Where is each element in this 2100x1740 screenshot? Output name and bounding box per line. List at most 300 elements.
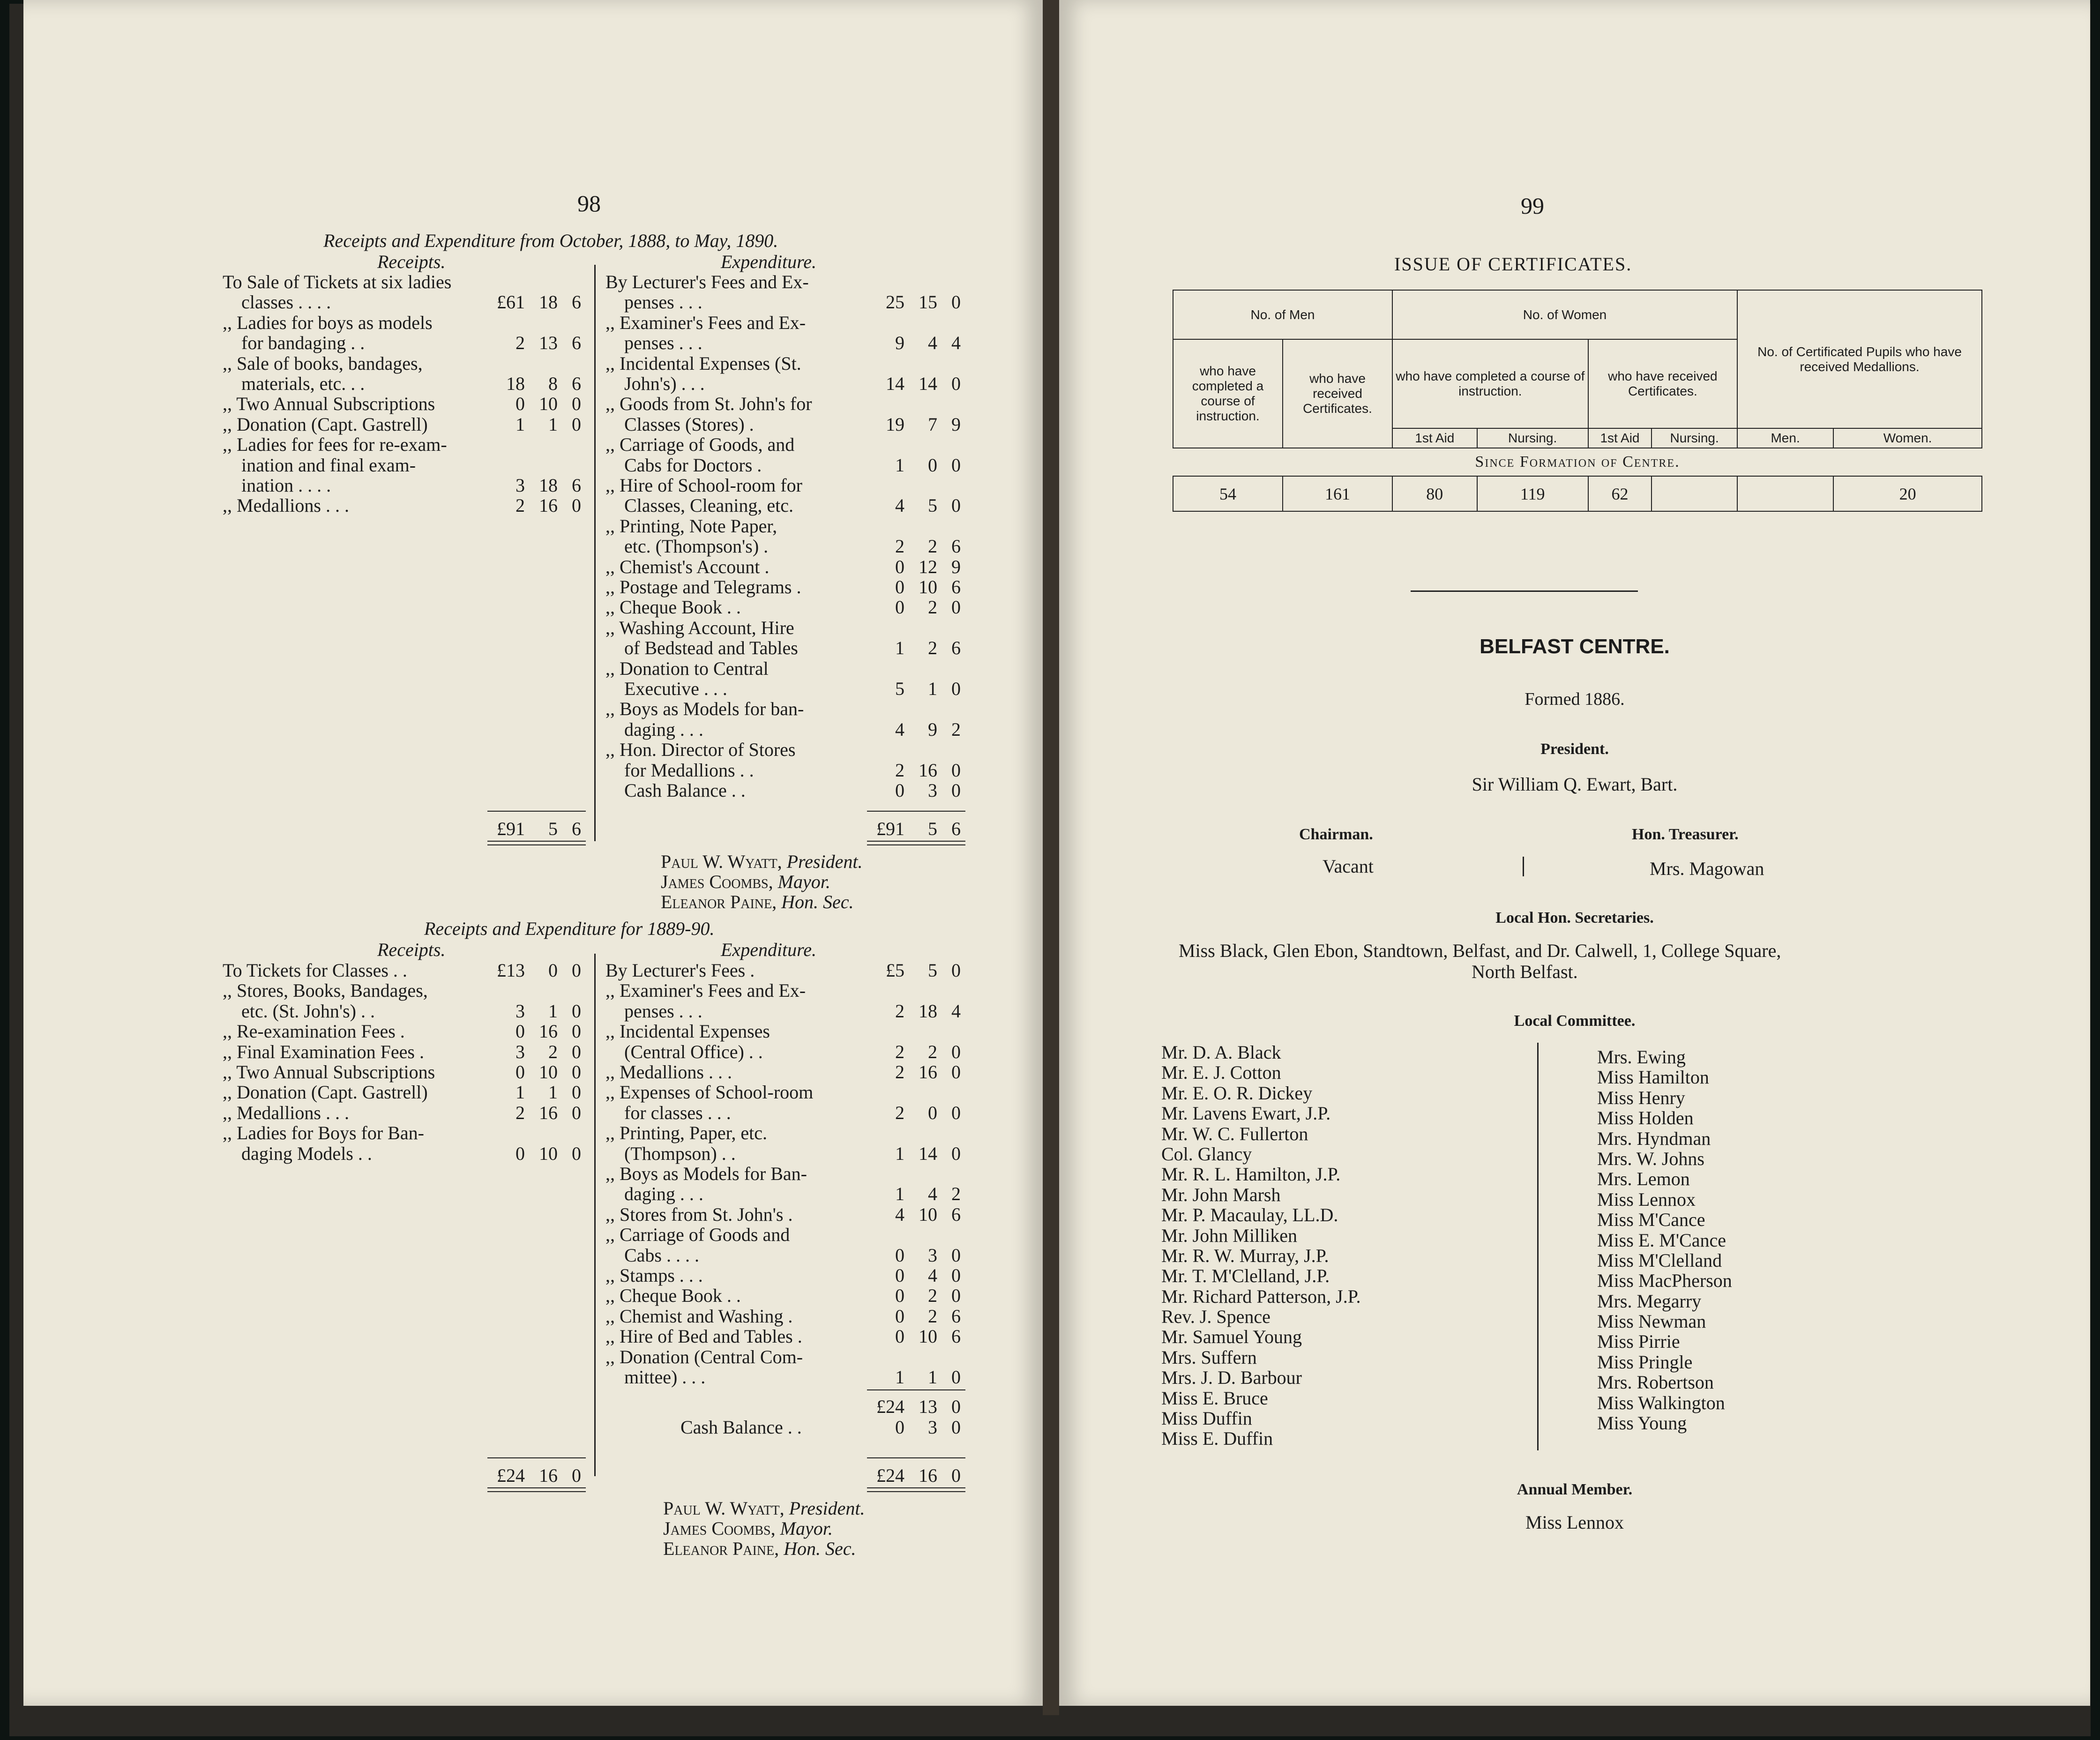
amount-pence: 0 — [572, 495, 581, 516]
ledger-label: ,, Stores from St. John's . — [605, 1203, 793, 1225]
amount-shillings: 1 — [928, 1367, 937, 1388]
ledger-label: ,, Incidental Expenses — [605, 1021, 770, 1042]
ledger-label: Classes, Cleaning, etc. — [624, 495, 794, 516]
ledger-row — [605, 1264, 971, 1284]
committee-member: Mrs. Ewing — [1597, 1046, 1686, 1068]
amount-pounds: 19 — [886, 413, 904, 435]
ledger-row — [605, 433, 971, 454]
amount-pence: 6 — [951, 576, 961, 597]
committee-member: Mr. E. J. Cotton — [1161, 1062, 1281, 1083]
ledger-label: ,, Boys as Models for ban- — [605, 698, 804, 720]
amount-shillings: 16 — [539, 1465, 558, 1486]
amount-pence: 0 — [951, 1285, 961, 1307]
amount-pounds: 1 — [895, 637, 904, 659]
committee-left-list — [1161, 1041, 1361, 1448]
committee-member: Miss Pringle — [1597, 1351, 1693, 1373]
amount-shillings: 5 — [928, 495, 937, 516]
ledger-label: By Lecturer's Fees . — [605, 960, 755, 981]
signatory-name: Eleanor Paine, — [663, 1538, 779, 1559]
treasurer-heading: Hon. Treasurer. — [1632, 826, 1739, 843]
expenditure1-list — [605, 271, 971, 805]
ledger-row — [605, 979, 971, 1000]
ledger-row — [223, 979, 586, 1000]
amount-pence: 6 — [951, 1305, 961, 1327]
rule — [487, 1457, 586, 1458]
amount-shillings: 0 — [928, 454, 937, 476]
ledger-row — [605, 556, 971, 576]
ledger-label: ,, Medallions . . . — [223, 1102, 349, 1123]
amount-shillings: 4 — [928, 332, 937, 354]
receipts1-list — [223, 271, 586, 515]
rule — [867, 1389, 965, 1390]
ledger-label: ,, Donation to Central — [605, 657, 769, 679]
value-women-certificates-1st-aid: 62 — [1588, 476, 1652, 511]
committee-member: Mrs. Megarry — [1597, 1290, 1702, 1312]
chairman-name: Vacant — [1323, 856, 1374, 877]
amount-pence: 0 — [951, 1417, 961, 1438]
amount-pounds: 1 — [895, 454, 904, 476]
amount-pounds: 2 — [895, 759, 904, 781]
ledger-label: mittee) . . . — [624, 1367, 706, 1388]
women-certificates-header: who have received Certificates. — [1588, 339, 1737, 428]
committee-right-list — [1597, 1046, 1732, 1432]
women-header: No. of Women — [1392, 290, 1737, 339]
amount-shillings: 7 — [928, 413, 937, 435]
column-rule-1 — [594, 265, 596, 841]
amount-shillings: 10 — [919, 1203, 937, 1225]
ledger-row — [605, 779, 971, 799]
value-women-certificates-nursing — [1652, 476, 1737, 511]
value-medallions-men — [1737, 476, 1833, 511]
formed-year: Formed 1886. — [1525, 689, 1625, 709]
committee-member: Mr. Samuel Young — [1161, 1326, 1302, 1348]
amount-pounds: 2 — [895, 1041, 904, 1062]
amount-shillings: 1 — [548, 413, 558, 435]
amount-shillings: 4 — [928, 1265, 937, 1286]
amount-shillings: 1 — [928, 678, 937, 699]
expenditure2-list — [605, 959, 971, 1390]
ledger-label: Cash Balance . . — [624, 780, 746, 801]
ledger-label: ,, Printing, Paper, etc. — [605, 1122, 767, 1144]
amount-pence: 0 — [572, 1000, 581, 1022]
ledger-row — [605, 1244, 971, 1264]
ledger-row — [605, 352, 971, 373]
ledger-row — [223, 312, 586, 332]
amount-pounds: 1 — [895, 1183, 904, 1205]
amount-shillings: 10 — [539, 1143, 558, 1164]
ledger-row — [605, 515, 971, 535]
committee-member: Mrs. J. D. Barbour — [1161, 1367, 1302, 1389]
amount-shillings: 16 — [919, 759, 937, 781]
amount-pence: 0 — [951, 1143, 961, 1164]
amount-pounds: 0 — [516, 393, 525, 415]
amount-shillings: 12 — [919, 556, 937, 577]
ledger-label: ,, Donation (Central Com- — [605, 1346, 803, 1367]
men-completed-header: who have completed a course of instruction. — [1173, 339, 1283, 448]
amount-shillings: 10 — [539, 393, 558, 415]
committee-member: Rev. J. Spence — [1161, 1306, 1270, 1328]
ledger-row — [223, 332, 586, 352]
amount-pence: 0 — [572, 1021, 581, 1042]
committee-member: Miss Newman — [1597, 1311, 1706, 1332]
amount-pence: 2 — [951, 1183, 961, 1205]
amount-pounds: 0 — [895, 1326, 904, 1347]
ledger-row — [605, 1041, 971, 1061]
ledger-label: ,, Two Annual Subscriptions — [223, 393, 435, 415]
ledger-row — [605, 1224, 971, 1244]
amount-pounds: 3 — [516, 1041, 525, 1062]
ledger-row — [605, 678, 971, 698]
ledger-row — [223, 413, 586, 433]
total-row — [867, 818, 965, 838]
amount-shillings: 1 — [548, 1000, 558, 1022]
ledger-row — [605, 959, 971, 979]
signatory-role: Hon. Sec. — [777, 891, 854, 912]
ledger-label: ,, Goods from St. John's for — [605, 393, 812, 415]
receipts1-total — [487, 818, 586, 838]
ledger-label: ,, Final Examination Fees . — [223, 1041, 424, 1062]
expenditure1-heading: Expenditure. — [721, 251, 817, 272]
signatory-name: Eleanor Paine, — [661, 891, 777, 912]
amount-shillings: 8 — [548, 373, 558, 394]
amount-shillings: 5 — [928, 818, 937, 839]
ledger-row — [223, 1122, 586, 1142]
committee-member: Mr. D. A. Black — [1161, 1042, 1281, 1063]
committee-member: Mrs. Lemon — [1597, 1168, 1690, 1190]
secretaries-heading: Local Hon. Secretaries. — [1495, 909, 1654, 926]
committee-member: Miss M'Clelland — [1597, 1249, 1722, 1271]
signature-line — [663, 1497, 865, 1517]
committee-member: Mr. T. M'Clelland, J.P. — [1161, 1265, 1330, 1287]
sub-1st-aid: 1st Aid — [1588, 428, 1652, 448]
amount-pounds: 0 — [895, 1285, 904, 1307]
ledger-row — [223, 1041, 586, 1061]
secretaries-line2: North Belfast. — [1472, 961, 1578, 982]
committee-member: Miss M'Cance — [1597, 1209, 1705, 1231]
section2-title: Receipts and Expenditure for 1889-90. — [424, 918, 715, 939]
signatory-name: James Coombs, — [663, 1518, 776, 1539]
amount-shillings: 5 — [928, 960, 937, 981]
amount-pence: 0 — [951, 780, 961, 801]
ledger-label: ,, Examiner's Fees and Ex- — [605, 980, 806, 1001]
amount-pence: 4 — [951, 332, 961, 354]
sub-1st-aid: 1st Aid — [1392, 428, 1477, 448]
amount-pence: 6 — [951, 536, 961, 557]
ledger-label: daging Models . . — [241, 1143, 372, 1164]
ledger-row — [605, 1163, 971, 1183]
amount-pence: 0 — [572, 413, 581, 435]
ledger-label: (Thompson) . . — [624, 1143, 736, 1164]
ledger-label: for bandaging . . — [241, 332, 365, 354]
amount-pounds: 3 — [516, 475, 525, 496]
ledger-row — [605, 373, 971, 393]
medallions-header: No. of Certificated Pupils who have received Medallions. — [1737, 290, 1982, 428]
ledger-row — [223, 271, 586, 291]
amount-pounds: 2 — [895, 1102, 904, 1123]
committee-member: Mr. Richard Patterson, J.P. — [1161, 1285, 1361, 1307]
amount-pounds: 2 — [895, 1000, 904, 1022]
double-rule — [867, 841, 965, 845]
page-number-98: 98 — [577, 190, 601, 217]
ledger-row — [605, 617, 971, 637]
ledger-row — [605, 718, 971, 739]
amount-pounds: 0 — [895, 1244, 904, 1266]
committee-member: Mr. John Milliken — [1161, 1225, 1298, 1246]
amount-pounds: £24 — [876, 1396, 904, 1417]
ledger-label: daging . . . — [624, 718, 703, 740]
committee-member: Mr. P. Macaulay, LL.D. — [1161, 1204, 1338, 1226]
amount-shillings: 2 — [928, 597, 937, 618]
amount-shillings: 2 — [548, 1041, 558, 1062]
ledger-label: ,, Carriage of Goods, and — [605, 434, 795, 456]
amount-pence: 6 — [572, 818, 581, 839]
ledger-label: materials, etc. . . — [241, 373, 365, 394]
ledger-row — [223, 1000, 586, 1020]
amount-pence: 0 — [572, 1102, 581, 1123]
amount-pounds: £24 — [497, 1465, 525, 1486]
amount-pounds: £13 — [497, 960, 525, 981]
amount-pounds: 2 — [895, 1061, 904, 1083]
ledger-row — [605, 312, 971, 332]
ledger-label: Classes (Stores) . — [624, 413, 754, 435]
treasurer-name: Mrs. Magowan — [1650, 858, 1764, 879]
committee-member: Miss Pirrie — [1597, 1331, 1680, 1352]
amount-pence: 9 — [951, 413, 961, 435]
ledger-label: for Medallions . . — [624, 759, 754, 781]
signatory-role: Mayor. — [773, 871, 830, 892]
ledger-row — [605, 1102, 971, 1122]
committee-member: Miss Lennox — [1597, 1188, 1696, 1210]
amount-pounds: 1 — [516, 413, 525, 435]
amount-pence: 6 — [951, 818, 961, 839]
amount-pence: 6 — [951, 1326, 961, 1347]
amount-pounds: 0 — [516, 1143, 525, 1164]
ledger-row — [223, 393, 586, 413]
men-certificates-header: who have received Certificates. — [1283, 339, 1392, 448]
ledger-label: ,, Sale of books, bandages, — [223, 352, 423, 374]
amount-pounds: £91 — [876, 818, 904, 839]
ledger-label: ,, Donation (Capt. Gastrell) — [223, 413, 428, 435]
value-medallions-women: 20 — [1833, 476, 1982, 511]
amount-pounds: 5 — [895, 678, 904, 699]
ledger-label: ,, Expenses of School-room — [605, 1082, 814, 1103]
ledger-label: ,, Hon. Director of Stores — [605, 739, 796, 761]
amount-pounds: £5 — [886, 960, 904, 981]
signature-line — [661, 891, 862, 911]
sub-nursing: Nursing. — [1652, 428, 1737, 448]
total-row — [487, 818, 586, 838]
ledger-row — [605, 1203, 971, 1224]
ledger-label: ination and final exam- — [241, 454, 416, 476]
ledger-label: By Lecturer's Fees and Ex- — [605, 271, 809, 292]
committee-member: Mr. E. O. R. Dickey — [1161, 1082, 1313, 1104]
double-rule — [867, 1487, 965, 1492]
committee-member: Mr. R. W. Murray, J.P. — [1161, 1245, 1329, 1266]
ledger-label: ,, Ladies for fees for re-exam- — [223, 434, 447, 456]
amount-pounds: 0 — [895, 1305, 904, 1327]
page-number-99: 99 — [1521, 193, 1544, 219]
ledger-label: of Bedstead and Tables — [624, 637, 798, 659]
signatures-1 — [661, 851, 862, 911]
annual-member-name: Miss Lennox — [1525, 1512, 1624, 1533]
signature-line — [663, 1538, 865, 1558]
signature-line — [661, 871, 862, 891]
ledger-row — [223, 352, 586, 373]
ledger-label: ,, Donation (Capt. Gastrell) — [223, 1082, 428, 1103]
amount-pence: 0 — [951, 373, 961, 394]
signatory-name: James Coombs, — [661, 871, 773, 892]
ledger-row — [223, 1102, 586, 1122]
ledger-label: ,, Hire of Bed and Tables . — [605, 1326, 802, 1347]
ledger-label: ,, Postage and Telegrams . — [605, 576, 801, 597]
amount-pence: 0 — [951, 454, 961, 476]
amount-pounds: 0 — [516, 1021, 525, 1042]
ledger-label: ,, Medallions . . . — [605, 1061, 732, 1083]
ledger-label: ,, Examiner's Fees and Ex- — [605, 312, 806, 333]
ledger-label: etc. (Thompson's) . — [624, 536, 769, 557]
ledger-row — [605, 759, 971, 779]
ledger-label: Cash Balance . . — [680, 1417, 802, 1438]
book-spine — [1043, 0, 1059, 1715]
amount-pounds: 0 — [895, 597, 904, 618]
total-row — [867, 1396, 965, 1416]
ledger-row — [605, 1325, 971, 1345]
ledger-row — [605, 1081, 971, 1101]
ledger-row — [223, 373, 586, 393]
ledger-row — [605, 1305, 971, 1325]
amount-shillings: 16 — [919, 1061, 937, 1083]
section1-title: Receipts and Expenditure from October, 1888, to May, 1890. — [323, 230, 778, 251]
ledger-label: Executive . . . — [624, 678, 727, 699]
ledger-label: ,, Ladies for Boys for Ban- — [223, 1122, 424, 1144]
ledger-row — [605, 535, 971, 555]
amount-pounds: 4 — [895, 1203, 904, 1225]
amount-pounds: 0 — [895, 1265, 904, 1286]
amount-pence: 0 — [951, 1396, 961, 1417]
amount-pounds: 2 — [516, 495, 525, 516]
amount-shillings: 18 — [919, 1000, 937, 1022]
amount-pence: 0 — [572, 1082, 581, 1103]
amount-pounds: 0 — [895, 576, 904, 597]
value-women-completed-nursing: 119 — [1477, 476, 1588, 511]
receipts1-heading: Receipts. — [377, 251, 446, 272]
expenditure2-subtotal — [867, 1396, 965, 1416]
ledger-label: ,, Medallions . . . — [223, 495, 349, 516]
committee-member: Mrs. Hyndman — [1597, 1128, 1711, 1149]
ledger-row — [605, 1183, 971, 1203]
ledger-row — [223, 1081, 586, 1101]
signatures-2 — [663, 1497, 865, 1558]
sub-men: Men. — [1737, 428, 1833, 448]
president-name: Sir William Q. Ewart, Bart. — [1472, 774, 1678, 795]
expenditure2-cash-balance — [605, 1416, 971, 1437]
amount-pounds: 25 — [886, 291, 904, 313]
amount-shillings: 3 — [928, 1244, 937, 1266]
column-rule-2 — [594, 954, 596, 1476]
amount-pounds: 9 — [895, 332, 904, 354]
amount-pence: 9 — [951, 556, 961, 577]
amount-pence: 0 — [951, 1041, 961, 1062]
men-header: No. of Men — [1173, 290, 1392, 339]
ledger-label: ,, Printing, Note Paper, — [605, 515, 777, 537]
amount-shillings: 10 — [919, 1326, 937, 1347]
ledger-label: Cabs . . . . — [624, 1244, 699, 1266]
amount-shillings: 14 — [919, 373, 937, 394]
receipts2-list — [223, 959, 586, 1165]
total-row — [487, 1464, 586, 1485]
amount-shillings: 16 — [919, 1465, 937, 1486]
amount-shillings: 9 — [928, 718, 937, 740]
amount-pence: 6 — [572, 373, 581, 394]
ledger-label: ination . . . . — [241, 475, 331, 496]
amount-pence: 6 — [572, 332, 581, 354]
amount-pounds: 1 — [895, 1143, 904, 1164]
amount-pence: 0 — [572, 1061, 581, 1083]
ledger-row — [605, 1020, 971, 1040]
signatory-role: Hon. Sec. — [779, 1538, 856, 1559]
ledger-label: ,, Cheque Book . . — [605, 597, 741, 618]
sub-nursing: Nursing. — [1477, 428, 1588, 448]
double-rule — [487, 841, 586, 845]
chairman-heading: Chairman. — [1299, 826, 1373, 843]
signatory-name: Paul W. Wyatt, — [661, 851, 782, 872]
ledger-label: Cabs for Doctors . — [624, 454, 762, 476]
president-heading: President. — [1540, 740, 1609, 758]
amount-pounds: 2 — [895, 536, 904, 557]
amount-shillings: 4 — [928, 1183, 937, 1205]
amount-shillings: 2 — [928, 1285, 937, 1307]
ledger-label: To Sale of Tickets at six ladies — [223, 271, 452, 292]
amount-pounds: 18 — [506, 373, 525, 394]
committee-member: Miss MacPherson — [1597, 1270, 1732, 1292]
ledger-row — [223, 959, 586, 979]
signatory-role: President. — [782, 851, 863, 872]
sub-women: Women. — [1833, 428, 1982, 448]
amount-shillings: 2 — [928, 536, 937, 557]
amount-shillings: 16 — [539, 1102, 558, 1123]
certificates-title: ISSUE OF CERTIFICATES. — [1394, 254, 1632, 275]
ledger-row — [223, 291, 586, 311]
committee-member: Miss Henry — [1597, 1087, 1685, 1108]
committee-member: Col. Glancy — [1161, 1143, 1252, 1165]
signature-line — [661, 851, 862, 871]
left-page — [23, 0, 1043, 1706]
committee-member: Mr. John Marsh — [1161, 1184, 1281, 1205]
since-formation-label: Since Formation of Centre. — [1173, 448, 1982, 476]
committee-member: Mr. Lavens Ewart, J.P. — [1161, 1103, 1331, 1124]
ledger-label: ,, Hire of School-room for — [605, 475, 802, 496]
committee-member: Miss E. Duffin — [1161, 1428, 1273, 1449]
amount-pence: 0 — [572, 393, 581, 415]
committee-member: Miss Hamilton — [1597, 1067, 1709, 1088]
ledger-row — [605, 474, 971, 494]
amount-pounds: 1 — [895, 1367, 904, 1388]
amount-pounds: 0 — [895, 1417, 904, 1438]
value-men-certificates: 161 — [1283, 476, 1392, 511]
ledger-row — [223, 454, 586, 474]
expenditure2-total — [867, 1464, 965, 1485]
ledger-row — [223, 1143, 586, 1163]
amount-pence: 6 — [572, 475, 581, 496]
certificates-table — [1173, 290, 1982, 512]
ledger-row — [605, 698, 971, 718]
committee-heading: Local Committee. — [1514, 1012, 1636, 1030]
ledger-label: (Central Office) . . — [624, 1041, 763, 1062]
ledger-row — [605, 576, 971, 596]
amount-pence: 0 — [951, 1244, 961, 1266]
ledger-label: penses . . . — [624, 332, 702, 354]
ledger-label: ,, Chemist and Washing . — [605, 1305, 793, 1327]
